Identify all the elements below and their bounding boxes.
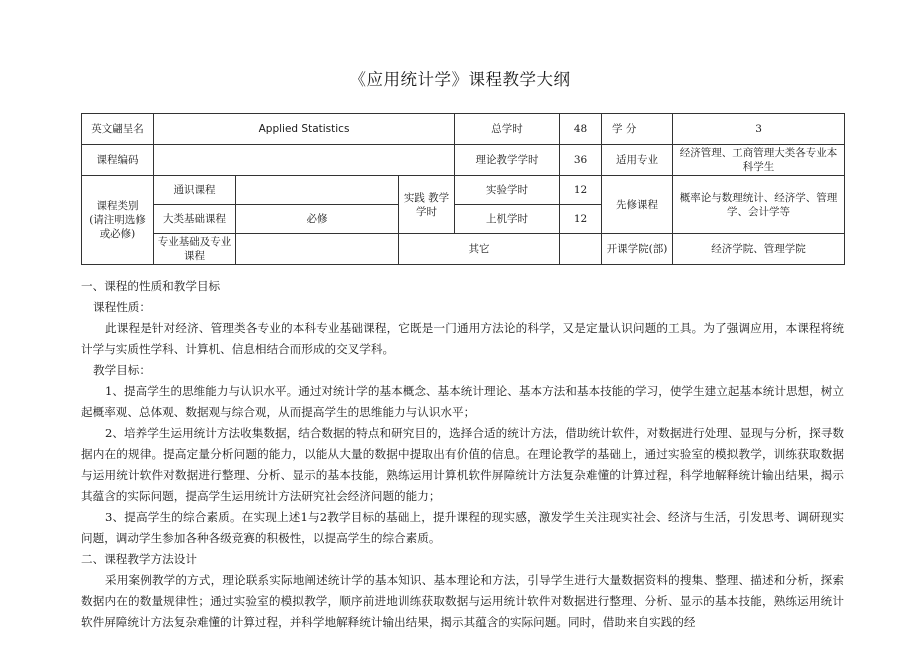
nature-paragraph: 此课程是针对经济、管理类各专业的本科专业基础课程，它既是一门通用方法论的科学，又是定量认识问题的工具。为了强调应用，本课程将统计学与实质性学科、计算机、信息相结合而形成的交叉学科。 bbox=[81, 321, 844, 356]
course-code-value bbox=[154, 145, 455, 176]
table-row bbox=[82, 114, 845, 145]
syllabus-body bbox=[81, 276, 844, 633]
total-hours-value: 48 bbox=[560, 114, 602, 145]
table-row bbox=[82, 176, 845, 205]
prerequisite-value: 概率论与数理统计、经济学、管理学、会计学等 bbox=[673, 176, 845, 234]
general-course-value bbox=[236, 176, 399, 205]
department-value: 经济学院、管理学院 bbox=[673, 234, 845, 265]
course-info-table bbox=[81, 113, 845, 265]
department-label: 开课学院(部) bbox=[602, 234, 673, 265]
goal-paragraph-1: 1、提高学生的思维能力与认识水平。通过对统计学的基本概念、基本统计理论、基本方法和基本技能的学习，使学生建立起基本统计思想，树立起概率观、总体观、数据观与综合观，从而提高学生的思维能力与认识水平； bbox=[81, 384, 844, 419]
method-paragraph: 采用案例教学的方式，理论联系实际地阐述统计学的基本知识、基本理论和方法，引导学生进行大量数据资料的搜集、整理、描述和分析，探索数据内在的数量规律性；通过实验室的模拟教学，顺序前进地训练获取数据与运用统计软件对数据进行整理、分析、显示的基本技能，熟练运用统计软件屏障统计方法复杂难懂的计算过程，并科学地解释统计输出结果，揭示其蕴含的实际问题。同时，借助来自实践的经 bbox=[81, 573, 844, 629]
prerequisite-label: 先修课程 bbox=[602, 176, 673, 234]
goal-label: 教学目标： bbox=[93, 363, 151, 377]
section-heading: 一、课程的性质和教学目标 bbox=[81, 279, 221, 293]
practice-hours-label: 实践 教学学时 bbox=[399, 176, 455, 234]
section-heading: 二、课程教学方法设计 bbox=[81, 552, 197, 566]
table-row bbox=[82, 145, 845, 176]
basic-course-label: 大类基础课程 bbox=[154, 205, 236, 234]
goal-paragraph-3: 3、提高学生的综合素质。在实现上述1与2教学目标的基础上，提升课程的现实感，激发学生关注现实社会、经济与生活，引发思考、调研现实问题，调动学生参加各种各级竞赛的积极性，以提高学生的综合素质。 bbox=[81, 510, 844, 545]
english-name-value: Applied Statistics bbox=[154, 114, 455, 145]
major-basic-course-label: 专业基础及专业课程 bbox=[154, 234, 236, 265]
english-name-label: 英文翩呈名 bbox=[82, 114, 154, 145]
course-code-label: 课程编码 bbox=[82, 145, 154, 176]
general-course-label: 通识课程 bbox=[154, 176, 236, 205]
lab-hours-value: 12 bbox=[560, 176, 602, 205]
credit-label: 学 分 bbox=[602, 114, 673, 145]
document-title: 《应用统计学》课程教学大纲 bbox=[349, 70, 571, 89]
basic-course-value: 必修 bbox=[236, 205, 399, 234]
theory-hours-label: 理论教学学时 bbox=[455, 145, 560, 176]
other-hours-value bbox=[560, 234, 602, 265]
lab-hours-label: 实验学时 bbox=[455, 176, 560, 205]
total-hours-label: 总学时 bbox=[455, 114, 560, 145]
theory-hours-value: 36 bbox=[560, 145, 602, 176]
other-hours-label: 其它 bbox=[399, 234, 560, 265]
applicable-major-label: 适用专业 bbox=[602, 145, 673, 176]
computer-hours-label: 上机学时 bbox=[455, 205, 560, 234]
nature-label: 课程性质： bbox=[93, 300, 151, 314]
computer-hours-value: 12 bbox=[560, 205, 602, 234]
table-row bbox=[82, 234, 845, 265]
goal-paragraph-2: 2、培养学生运用统计方法收集数据，结合数据的特点和研究目的，选择合适的统计方法，借助统计软件，对数据进行处理、显现与分析，探寻数据内在的规律。提高定量分析问题的能力，以能从大量的数据中提取出有价值的信息。在理论教学的基础上，通过实验室的模拟教学，训练获取数据与运用统计软件对数据进行整理、分析、显示的基本技能，熟练运用计算机软件屏障统计方法复杂难懂的计算过程，科学地解释统计输出结果，揭示其蕴含的实际问题，提高学生运用统计方法研究社会经济问题的能力； bbox=[81, 426, 844, 503]
course-type-label: 课程类别 (请注明选修或必修) bbox=[82, 176, 154, 265]
applicable-major-value: 经济管理、工商管理大类各专业本科学生 bbox=[673, 145, 845, 176]
major-basic-course-value bbox=[236, 234, 399, 265]
credit-value: 3 bbox=[673, 114, 845, 145]
